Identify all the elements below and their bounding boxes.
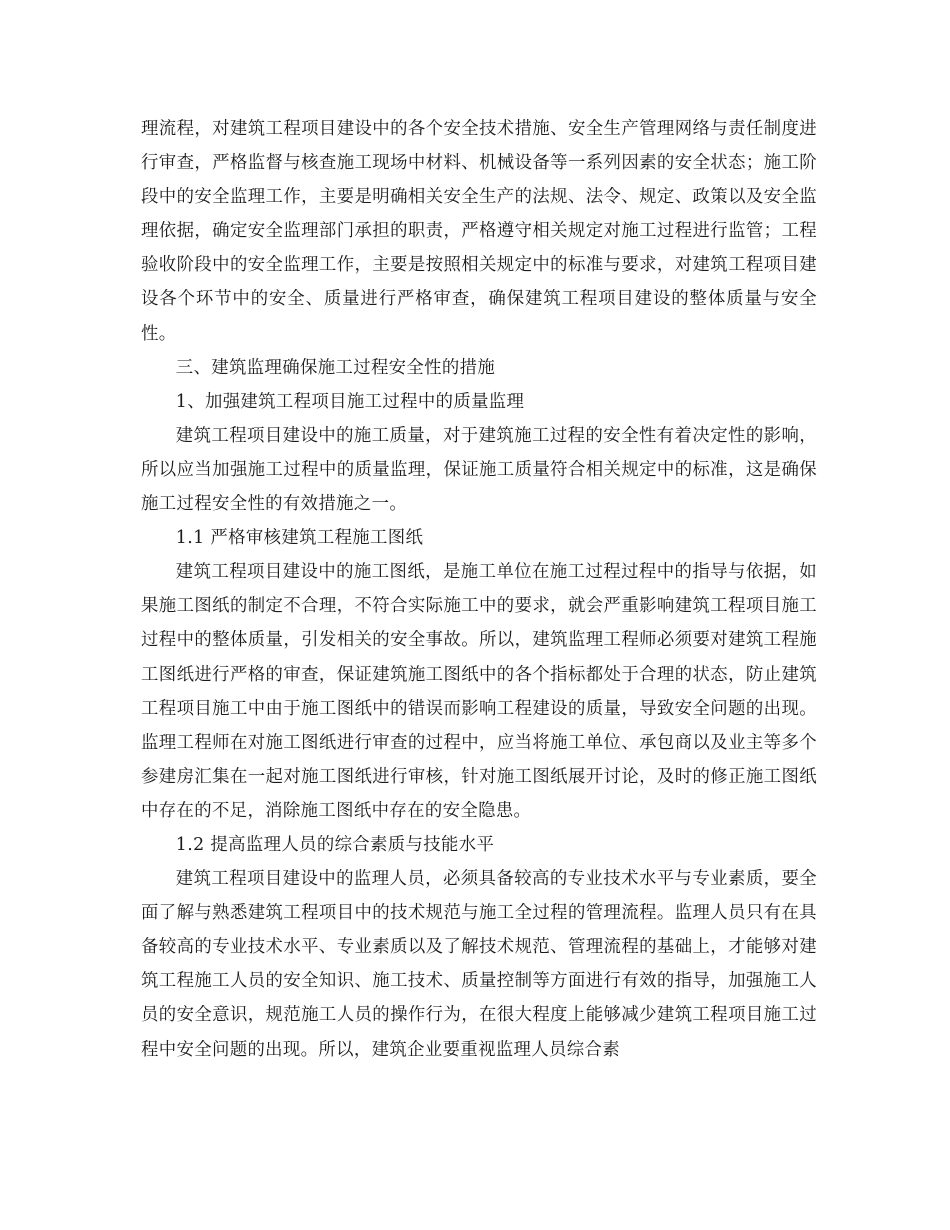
subsection-heading-1-1: 1.1 严格审核建筑工程施工图纸 — [175, 528, 424, 549]
subsection-heading-1-2: 1.2 提高监理人员的综合素质与技能水平 — [175, 834, 495, 855]
section-heading-3: 三、建筑监理确保施工过程安全性的措施 — [175, 357, 496, 378]
paragraph-supervisor-quality: 建筑工程项目建设中的监理人员，必须具备较高的专业技术水平与专业素质，要全面了解与熟悉建筑工程项目中的技术规范与施工全过程的管理流程。监理人员只有在具备较高的专业技术水平、专业素质以及了解技术规范、管理流程的基础上，才能够对建筑工程施工人员的安全知识、施工技术、质量控制等方面进行有效的指导，加强施工人员的安全意识，规范施工人员的操作行为，在很大程度上能够减少建筑工程项目施工过程中安全问题的出现。所以，建筑企业要重视监理人员综合素 — [141, 869, 817, 1060]
paragraph-safety-supervision-stages: 理流程，对建筑工程项目建设中的各个安全技术措施、安全生产管理网络与责任制度进行审查，严格监督与核查施工现场中材料、机械设备等一系列因素的安全状态；施工阶段中的安全监理工作，主要是明确相关安全生产的法规、法令、规定、政策以及安全监理依据，确定安全监理部门承担的职责，严格遵守相关规定对施工过程进行监管；工程验收阶段中的安全监理工作，主要是按照相关规定中的标准与要求，对建筑工程项目建设各个环节中的安全、质量进行严格审查，确保建筑工程项目建设的整体质量与安全性。 — [141, 119, 817, 344]
document-body — [141, 112, 817, 1067]
subsection-heading-1: 1、加强建筑工程项目施工过程中的质量监理 — [175, 391, 525, 412]
paragraph-drawing-review: 建筑工程项目建设中的施工图纸，是施工单位在施工过程过程中的指导与依据，如果施工图纸的制定不合理，不符合实际施工中的要求，就会严重影响建筑工程项目施工过程中的整体质量，引发相关的安全事故。所以，建筑监理工程师必须要对建筑工程施工图纸进行严格的审查，保证建筑施工图纸中的各个指标都处于合理的状态，防止建筑工程项目施工中由于施工图纸中的错误而影响工程建设的质量，导致安全问题的出现。监理工程师在对施工图纸进行审查的过程中，应当将施工单位、承包商以及业主等多个参建房汇集在一起对施工图纸进行审核，针对施工图纸展开讨论，及时的修正施工图纸中存在的不足，消除施工图纸中存在的安全隐患。 — [141, 562, 817, 821]
paragraph-construction-quality: 建筑工程项目建设中的施工质量，对于建筑施工过程的安全性有着决定性的影响，所以应当加强施工过程中的质量监理，保证施工质量符合相关规定中的标准，这是确保施工过程安全性的有效措施之一。 — [141, 425, 817, 515]
